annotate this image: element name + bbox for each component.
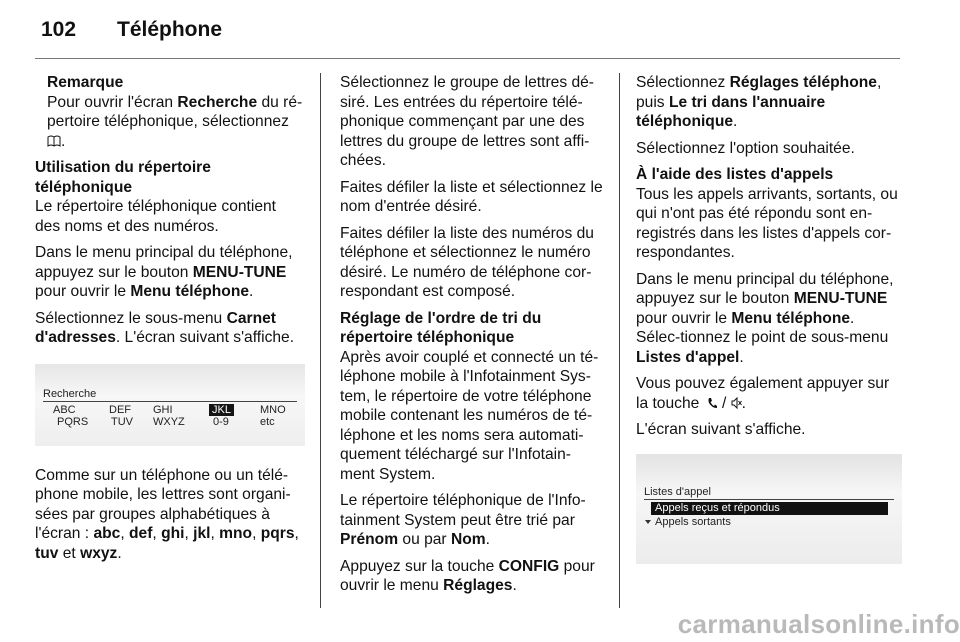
section-title-sort-order: Réglage de l'ordre de tri du répertoire téléphonique xyxy=(340,309,542,346)
paragraph: L'écran suivant s'affiche. xyxy=(636,421,806,438)
column-3 xyxy=(636,73,902,564)
paragraph: Vous pouvez également appuyer sur la touche / . xyxy=(636,375,890,412)
paragraph: Faites défiler la liste et sélectionnez le nom d'entrée désiré. xyxy=(340,178,603,215)
letter-group-cell: ABC xyxy=(53,403,76,416)
screen-rule xyxy=(43,401,297,402)
header-rule xyxy=(35,58,900,59)
column-divider-1 xyxy=(320,73,321,608)
paragraph: Sélectionnez le sous-menu Carnet d'adresses. L'écran suivant s'affiche. xyxy=(35,309,295,346)
paragraph: Sélectionnez l'option souhaitée. xyxy=(636,139,855,157)
letter-group-cell: DEF xyxy=(109,403,131,416)
watermark: carmanualsonline.info xyxy=(677,609,960,639)
paragraph: Sélectionnez Réglages téléphone, puis Le tri dans l'annuaire téléphonique. xyxy=(636,74,882,130)
paragraph: Après avoir couplé et connecté un té-léphone mobile à l'Infotainment Sys-tem, le répertoire de votre téléphone mobile contenant les numéros de té-léphone et les noms sera automati-quement téléchargé sur l'Infotain-ment System. xyxy=(340,348,599,483)
paragraph: Le répertoire téléphonique contient des noms et des numéros. xyxy=(35,198,277,235)
column-1 xyxy=(35,73,305,570)
column-divider-2 xyxy=(619,73,620,608)
mute-icon xyxy=(731,397,742,409)
paragraph: Dans le menu principal du téléphone, appuyez sur le bouton MENU-TUNE pour ouvrir le Menu téléphone. Sélec-tionnez le point de sous-menu Listes d'appel. xyxy=(636,270,894,366)
list-item: Appels sortants xyxy=(655,515,731,528)
letter-group-cell: 0-9 xyxy=(213,415,229,428)
paragraph: Tous les appels arrivants, sortants, ou qui n'ont pas été répondu sont en-registrés dans les listes d'appels cor-respondantes. xyxy=(636,185,898,261)
paragraph: Comme sur un téléphone ou un télé-phone mobile, les lettres sont organi-sées par groupes alphabétiques à l'écran : abc, def, ghi, jkl, mno, pqrs, tuv et wxyz. xyxy=(35,466,299,562)
note-box xyxy=(35,73,305,151)
letter-group-cell: MNO xyxy=(260,403,286,416)
page-title: Téléphone xyxy=(117,18,223,41)
letter-group-cell-selected: JKL xyxy=(209,404,234,416)
screen-title: Listes d'appel xyxy=(644,485,711,498)
selected-list-item: Appels reçus et répondus xyxy=(651,502,888,515)
screen-title: Recherche xyxy=(43,387,97,400)
paragraph: Sélectionnez le groupe de lettres dé-siré. Les entrées du répertoire télé-phonique commençant par une des lettres du groupe de lettres sont affi-chées. xyxy=(340,74,594,169)
note-text: Pour ouvrir l'écran Recherche du ré-pertoire téléphonique, sélectionnez . xyxy=(47,93,303,150)
chevron-down-icon xyxy=(645,520,651,524)
call-lists-screen-image xyxy=(636,454,902,564)
paragraph: Dans le menu principal du téléphone, appuyez sur le bouton MENU-TUNE pour ouvrir le Menu téléphone. xyxy=(35,244,293,300)
paragraph: Appuyez sur la touche CONFIG pour ouvrir le menu Réglages. xyxy=(340,557,595,594)
phone-icon xyxy=(707,397,718,409)
letter-group-cell: GHI xyxy=(153,403,173,416)
column-2 xyxy=(340,73,604,603)
paragraph: Faites défiler la liste des numéros du téléphone et sélectionnez le numéro désiré. Le numéro de téléphone cor-respondant est composé. xyxy=(340,224,594,300)
page-number: 102 xyxy=(41,18,77,41)
search-screen-image xyxy=(35,364,305,446)
screen-rule xyxy=(644,499,894,500)
letter-group-cell: TUV xyxy=(111,415,133,428)
letter-group-cell: etc xyxy=(260,415,275,428)
letter-group-cell: WXYZ xyxy=(153,415,185,428)
book-icon xyxy=(47,135,61,147)
paragraph: Le répertoire téléphonique de l'Info-tainment System peut être trié par Prénom ou par Nom. xyxy=(340,492,586,548)
section-title-call-lists: À l'aide des listes d'appels xyxy=(636,166,834,183)
note-title: Remarque xyxy=(47,74,124,91)
section-title-phonebook: Utilisation du répertoire téléphonique xyxy=(35,159,211,196)
letter-group-cell: PQRS xyxy=(57,415,89,428)
